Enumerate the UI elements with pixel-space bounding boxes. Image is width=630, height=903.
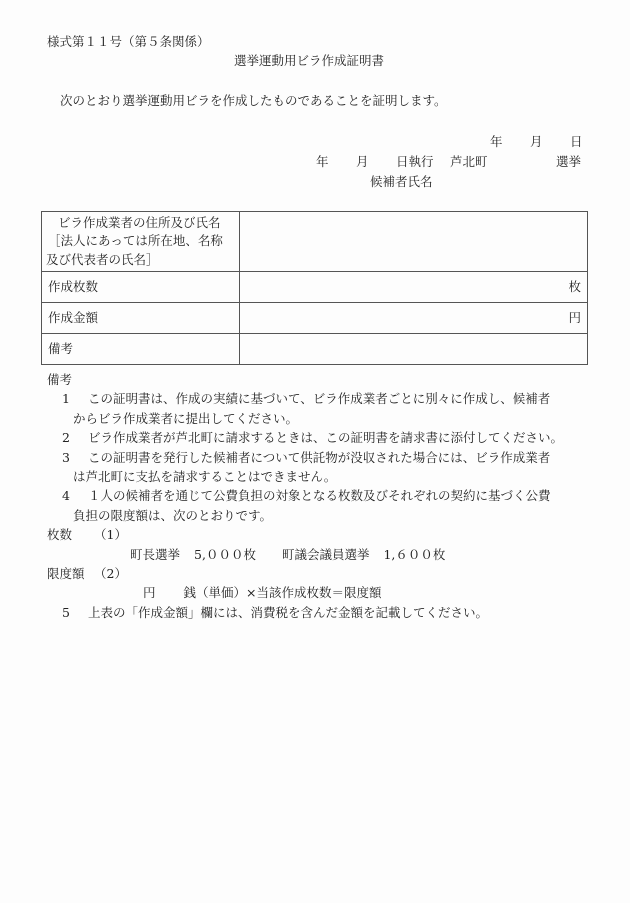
vendor-address-label <box>42 212 240 272</box>
notes-section <box>47 370 607 622</box>
town-name: 芦北町 <box>450 154 488 169</box>
note-item-1 <box>47 389 607 428</box>
date-day-label: 日 <box>570 134 583 149</box>
sub-number: （1） <box>94 527 127 543</box>
vendor-label-line-3: 及び代表者の氏名］ <box>46 251 159 267</box>
amount-field[interactable] <box>240 303 588 334</box>
amount-label: 作成金額 <box>42 303 240 334</box>
note-text: 上表の「作成金額」欄には、消費税を含んだ金額を記載してください。 <box>88 604 489 620</box>
exec-month-label: 月 <box>356 154 369 169</box>
sub-item-sheet-count <box>47 525 607 544</box>
note-text-continued: からビラ作成業者に提出してください。 <box>73 410 299 426</box>
remarks-label: 備考 <box>42 334 240 365</box>
quantity-field[interactable] <box>240 272 588 303</box>
exec-year-label: 年 <box>316 154 329 169</box>
council-election-label: 町議会議員選挙 <box>281 546 370 562</box>
note-text: この証明書は、作成の実績に基づいて、ビラ作成業者ごとに別々に作成し、候補者 <box>88 391 551 407</box>
vendor-label-line-1: ビラ作成業者の住所及び氏名 <box>58 215 221 231</box>
yen-unit: 円 <box>568 309 581 325</box>
table-row-vendor-address <box>42 212 588 272</box>
note-item-3 <box>47 448 607 487</box>
document-title: 選挙運動用ビラ作成証明書 <box>234 53 385 68</box>
council-election-sheets: 1,６００枚 <box>383 546 446 562</box>
note-text: １人の候補者を通じて公費負担の対象となる枚数及びそれぞれの契約に基づく公費 <box>88 488 551 504</box>
mayor-election-sheets: 5,０００枚 <box>194 546 256 562</box>
note-item-2 <box>47 428 607 447</box>
form-number: 様式第１１号（第５条関係） <box>47 34 210 49</box>
date-month-label: 月 <box>530 134 543 149</box>
table-row-quantity <box>42 272 588 303</box>
sheets-unit: 枚 <box>568 278 581 294</box>
limit-amount-formula <box>47 583 607 602</box>
remarks-field[interactable] <box>240 334 588 365</box>
note-number: 2 <box>62 430 70 446</box>
note-text-continued: は芦北町に支払を請求することはできません。 <box>73 469 337 485</box>
note-item-5 <box>47 603 607 622</box>
note-text: ビラ作成業者が芦北町に請求するときは、この証明書を請求書に添付してください。 <box>88 430 564 446</box>
sub-number: （2） <box>94 566 127 582</box>
table-row-amount <box>42 303 588 334</box>
election-label: 選挙 <box>556 154 582 169</box>
quantity-label: 作成枚数 <box>42 272 240 303</box>
yen-unit-label: 円 <box>143 585 156 601</box>
intro-statement: 次のとおり選挙運動用ビラを作成したものであることを証明します。 <box>60 93 447 108</box>
vendor-label-line-2: ［法人にあっては所在地、名称 <box>48 233 223 249</box>
note-number: 5 <box>62 604 70 620</box>
exec-day-label: 日執行 <box>396 154 434 169</box>
note-number: 3 <box>62 449 70 465</box>
note-number: 4 <box>62 488 70 504</box>
note-text-continued: 負担の限度額は、次のとおりです。 <box>73 507 273 523</box>
candidate-name-label: 候補者氏名 <box>370 174 433 189</box>
sub-label: 枚数 <box>47 527 73 543</box>
table-row-remarks <box>42 334 588 365</box>
limit-formula-text: 銭（単価）×当該作成枚数＝限度額 <box>183 585 382 601</box>
note-number: 1 <box>62 391 70 407</box>
sheet-count-detail <box>47 545 607 564</box>
note-text: この証明書を発行した候補者について供託物が没収された場合には、ビラ作成業者 <box>88 449 551 465</box>
sub-item-limit-amount <box>47 564 607 583</box>
vendor-address-field[interactable] <box>240 212 588 272</box>
certificate-table <box>41 211 588 365</box>
note-item-4 <box>47 486 607 602</box>
notes-heading: 備考 <box>47 372 73 387</box>
mayor-election-label: 町長選挙 <box>130 546 181 562</box>
date-year-label: 年 <box>490 134 503 149</box>
sub-label: 限度額 <box>47 566 85 582</box>
